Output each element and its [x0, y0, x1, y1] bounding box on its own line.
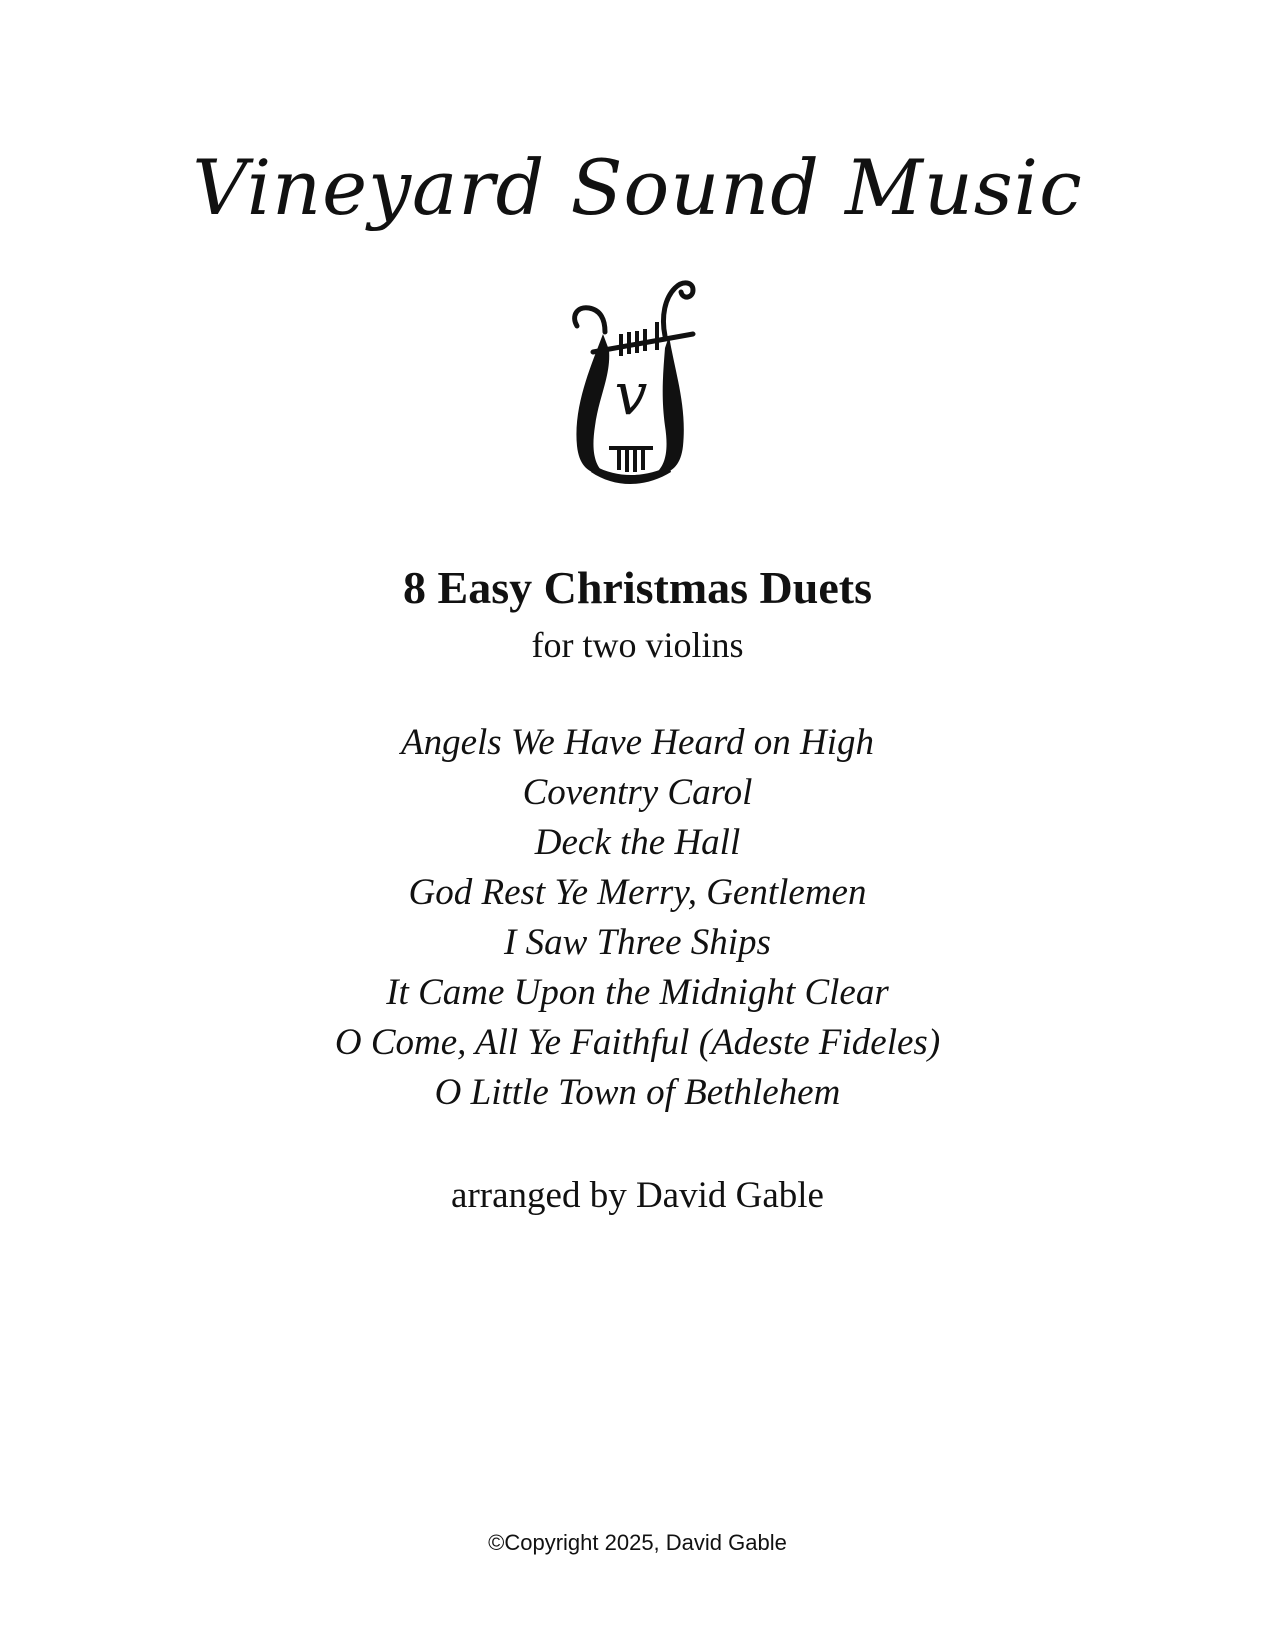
list-item: God Rest Ye Merry, Gentlemen — [408, 872, 867, 913]
logo-letter: v — [614, 360, 648, 428]
list-item: Deck the Hall — [534, 822, 741, 863]
list-item: O Come, All Ye Faithful (Adeste Fideles) — [334, 1022, 941, 1063]
list-item: O Little Town of Bethlehem — [434, 1072, 841, 1113]
list-item: It Came Upon the Midnight Clear — [386, 972, 889, 1013]
publisher-name: Vineyard Sound Music — [192, 143, 1083, 232]
subtitle: for two violins — [531, 625, 744, 665]
list-item: Coventry Carol — [522, 772, 753, 813]
list-item: I Saw Three Ships — [504, 922, 771, 963]
arranger-credit: arranged by David Gable — [451, 1175, 824, 1216]
list-item: Angels We Have Heard on High — [400, 722, 875, 763]
page-title: 8 Easy Christmas Duets — [403, 562, 872, 613]
song-list — [0, 718, 1275, 1118]
lyre-icon — [565, 276, 715, 496]
copyright-notice: ©Copyright 2025, David Gable — [488, 1530, 787, 1555]
